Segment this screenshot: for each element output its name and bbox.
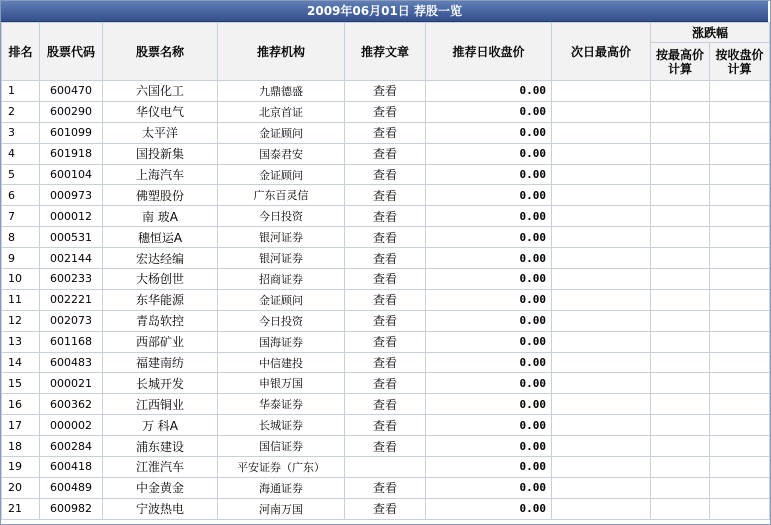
cell-org: 金证顾问 (218, 122, 345, 143)
cell-close: 0.00 (426, 227, 552, 248)
col-header-change: 涨跌幅 (651, 23, 770, 43)
cell-close: 0.00 (426, 498, 552, 519)
table-row (2, 415, 770, 436)
cell-close: 0.00 (426, 373, 552, 394)
cell-rank: 5 (2, 164, 40, 185)
cell-org: 金证顾问 (218, 289, 345, 310)
cell-rank: 1 (2, 81, 40, 102)
cell-by-high (651, 415, 710, 436)
cell-by-high (651, 122, 710, 143)
cell-by-high (651, 185, 710, 206)
cell-by-close (710, 164, 770, 185)
cell-next-high (552, 101, 651, 122)
cell-org: 中信建投 (218, 352, 345, 373)
cell-close: 0.00 (426, 289, 552, 310)
table-row (2, 143, 770, 164)
cell-rank: 20 (2, 477, 40, 498)
article-link[interactable]: 查看 (372, 147, 397, 162)
cell-article (345, 394, 426, 415)
cell-by-high (651, 289, 710, 310)
table-row (2, 436, 770, 457)
cell-name: 宏达经编 (103, 248, 218, 269)
cell-rank: 19 (2, 457, 40, 478)
cell-rank: 11 (2, 289, 40, 310)
cell-rank: 9 (2, 248, 40, 269)
table-row (2, 227, 770, 248)
cell-next-high (552, 185, 651, 206)
table-row (2, 331, 770, 352)
cell-name: 东华能源 (103, 289, 218, 310)
cell-by-high (651, 436, 710, 457)
cell-by-close (710, 457, 770, 478)
cell-org: 国海证券 (218, 331, 345, 352)
cell-close: 0.00 (426, 269, 552, 290)
table-row (2, 122, 770, 143)
cell-close: 0.00 (426, 206, 552, 227)
table-row (2, 457, 770, 478)
cell-by-close (710, 415, 770, 436)
cell-next-high (552, 122, 651, 143)
cell-code: 000012 (40, 206, 103, 227)
table-row (2, 269, 770, 290)
cell-by-close (710, 477, 770, 498)
cell-article (345, 310, 426, 331)
cell-name: 华仪电气 (103, 101, 218, 122)
cell-rank: 6 (2, 185, 40, 206)
cell-by-close (710, 373, 770, 394)
cell-by-high (651, 101, 710, 122)
cell-code: 002144 (40, 248, 103, 269)
cell-name: 江淮汽车 (103, 457, 218, 478)
cell-by-close (710, 331, 770, 352)
cell-org: 银河证券 (218, 248, 345, 269)
recommendation-table (1, 22, 770, 520)
cell-article (345, 415, 426, 436)
cell-code: 600233 (40, 269, 103, 290)
cell-article (345, 143, 426, 164)
cell-article (345, 289, 426, 310)
cell-code: 600362 (40, 394, 103, 415)
cell-rank: 15 (2, 373, 40, 394)
cell-code: 000002 (40, 415, 103, 436)
cell-by-high (651, 394, 710, 415)
article-link[interactable]: 查看 (372, 502, 397, 517)
cell-code: 600489 (40, 477, 103, 498)
cell-name: 穗恒运A (103, 227, 218, 248)
cell-article (345, 164, 426, 185)
cell-article (345, 185, 426, 206)
cell-name: 六国化工 (103, 81, 218, 102)
cell-article (345, 248, 426, 269)
cell-next-high (552, 206, 651, 227)
article-link[interactable]: 查看 (372, 439, 397, 454)
cell-org: 广东百灵信 (218, 185, 345, 206)
cell-code: 600104 (40, 164, 103, 185)
cell-org: 国泰君安 (218, 143, 345, 164)
cell-close: 0.00 (426, 122, 552, 143)
cell-name: 大杨创世 (103, 269, 218, 290)
cell-name: 佛塑股份 (103, 185, 218, 206)
cell-name: 浦东建设 (103, 436, 218, 457)
cell-next-high (552, 415, 651, 436)
cell-name: 国投新集 (103, 143, 218, 164)
cell-org: 招商证券 (218, 269, 345, 290)
cell-close: 0.00 (426, 101, 552, 122)
cell-next-high (552, 352, 651, 373)
cell-code: 000973 (40, 185, 103, 206)
cell-name: 南 玻A (103, 206, 218, 227)
table-row (2, 101, 770, 122)
cell-close: 0.00 (426, 477, 552, 498)
table-row (2, 81, 770, 102)
cell-by-close (710, 101, 770, 122)
cell-article (345, 269, 426, 290)
article-link[interactable]: 查看 (372, 168, 397, 182)
cell-name: 江西铜业 (103, 394, 218, 415)
cell-by-close (710, 143, 770, 164)
article-link[interactable]: 查看 (372, 293, 397, 308)
cell-next-high (552, 457, 651, 478)
cell-org: 北京首证 (218, 101, 345, 122)
article-link[interactable]: 查看 (372, 376, 397, 391)
cell-by-high (651, 457, 710, 478)
article-link[interactable]: 查看 (372, 105, 397, 120)
cell-rank: 3 (2, 122, 40, 143)
article-link[interactable]: 查看 (372, 356, 397, 371)
cell-name: 宁波热电 (103, 498, 218, 519)
cell-rank: 14 (2, 352, 40, 373)
cell-name: 西部矿业 (103, 331, 218, 352)
cell-rank: 10 (2, 269, 40, 290)
cell-code: 600483 (40, 352, 103, 373)
col-header-by-high: 按最高价计算 (651, 43, 710, 81)
cell-article (345, 101, 426, 122)
cell-article (345, 81, 426, 102)
article-link[interactable]: 查看 (372, 397, 397, 412)
cell-by-high (651, 227, 710, 248)
cell-by-close (710, 248, 770, 269)
cell-by-close (710, 310, 770, 331)
col-header-article: 推荐文章 (345, 23, 426, 81)
cell-name: 青岛软控 (103, 310, 218, 331)
cell-next-high (552, 331, 651, 352)
cell-name: 福建南纺 (103, 352, 218, 373)
article-link[interactable]: 查看 (372, 126, 397, 141)
page-title: 2009年06月01日 荐股一览 (1, 1, 768, 22)
table-row (2, 498, 770, 519)
cell-close: 0.00 (426, 394, 552, 415)
cell-next-high (552, 269, 651, 290)
cell-by-close (710, 436, 770, 457)
cell-rank: 18 (2, 436, 40, 457)
cell-code: 601918 (40, 143, 103, 164)
col-header-by-close: 按收盘价计算 (710, 43, 770, 81)
cell-close: 0.00 (426, 81, 552, 102)
cell-article (345, 122, 426, 143)
article-link[interactable]: 查看 (372, 188, 397, 203)
cell-next-high (552, 394, 651, 415)
cell-next-high (552, 436, 651, 457)
cell-name: 太平洋 (103, 122, 218, 143)
cell-article (345, 477, 426, 498)
cell-org: 银河证券 (218, 227, 345, 248)
table-row (2, 477, 770, 498)
cell-by-high (651, 310, 710, 331)
cell-name: 中金黄金 (103, 477, 218, 498)
cell-next-high (552, 310, 651, 331)
cell-rank: 4 (2, 143, 40, 164)
cell-by-high (651, 164, 710, 185)
cell-rank: 8 (2, 227, 40, 248)
article-link[interactable]: 查看 (372, 209, 397, 224)
cell-org: 长城证券 (218, 415, 345, 436)
cell-article (345, 373, 426, 394)
cell-next-high (552, 248, 651, 269)
cell-org: 海通证券 (218, 477, 345, 498)
cell-article (345, 331, 426, 352)
col-header-org: 推荐机构 (218, 23, 345, 81)
cell-by-close (710, 81, 770, 102)
cell-article (345, 498, 426, 519)
article-link[interactable]: 查看 (372, 230, 397, 245)
table-row (2, 185, 770, 206)
cell-by-close (710, 206, 770, 227)
cell-org: 河南万国 (218, 498, 345, 519)
article-link[interactable]: 查看 (372, 314, 397, 329)
cell-by-close (710, 185, 770, 206)
cell-close: 0.00 (426, 185, 552, 206)
cell-close: 0.00 (426, 436, 552, 457)
cell-org: 申银万国 (218, 373, 345, 394)
cell-close: 0.00 (426, 310, 552, 331)
cell-article (345, 436, 426, 457)
cell-by-close (710, 498, 770, 519)
cell-org: 今日投资 (218, 206, 345, 227)
cell-name: 上海汽车 (103, 164, 218, 185)
cell-by-close (710, 289, 770, 310)
cell-by-high (651, 477, 710, 498)
col-header-close: 推荐日收盘价 (426, 23, 552, 81)
article-link[interactable]: 查看 (372, 272, 397, 287)
cell-org: 九鼎德盛 (218, 81, 345, 102)
table-row (2, 352, 770, 373)
cell-rank: 17 (2, 415, 40, 436)
table-row (2, 248, 770, 269)
cell-next-high (552, 289, 651, 310)
cell-code: 601099 (40, 122, 103, 143)
cell-code: 002221 (40, 289, 103, 310)
cell-by-high (651, 81, 710, 102)
cell-code: 600982 (40, 498, 103, 519)
col-header-next-high: 次日最高价 (552, 23, 651, 81)
cell-name: 长城开发 (103, 373, 218, 394)
cell-by-high (651, 331, 710, 352)
cell-next-high (552, 498, 651, 519)
cell-org: 金证顾问 (218, 164, 345, 185)
cell-code: 000531 (40, 227, 103, 248)
cell-by-high (651, 206, 710, 227)
cell-article (345, 457, 426, 478)
cell-article (345, 206, 426, 227)
cell-code: 600418 (40, 457, 103, 478)
cell-close: 0.00 (426, 415, 552, 436)
cell-rank: 2 (2, 101, 40, 122)
cell-rank: 21 (2, 498, 40, 519)
cell-code: 601168 (40, 331, 103, 352)
cell-org: 今日投资 (218, 310, 345, 331)
cell-code: 600284 (40, 436, 103, 457)
table-row (2, 164, 770, 185)
cell-org: 国信证券 (218, 436, 345, 457)
cell-rank: 12 (2, 310, 40, 331)
cell-by-high (651, 143, 710, 164)
article-link[interactable]: 查看 (372, 251, 397, 266)
cell-article (345, 352, 426, 373)
cell-by-high (651, 248, 710, 269)
cell-rank: 13 (2, 331, 40, 352)
table-row (2, 310, 770, 331)
cell-next-high (552, 373, 651, 394)
cell-next-high (552, 477, 651, 498)
cell-next-high (552, 227, 651, 248)
article-link[interactable]: 查看 (372, 84, 397, 99)
col-header-rank: 排名 (2, 23, 40, 81)
cell-by-high (651, 373, 710, 394)
cell-by-close (710, 352, 770, 373)
cell-by-close (710, 227, 770, 248)
cell-by-close (710, 122, 770, 143)
cell-rank: 16 (2, 394, 40, 415)
cell-article (345, 227, 426, 248)
cell-close: 0.00 (426, 331, 552, 352)
cell-name: 万 科A (103, 415, 218, 436)
table-row (2, 289, 770, 310)
table-row (2, 394, 770, 415)
cell-org: 平安证券（广东） (218, 457, 345, 478)
cell-rank: 7 (2, 206, 40, 227)
cell-code: 600290 (40, 101, 103, 122)
cell-close: 0.00 (426, 248, 552, 269)
cell-code: 002073 (40, 310, 103, 331)
cell-next-high (552, 81, 651, 102)
article-link[interactable]: 查看 (372, 481, 397, 496)
cell-by-high (651, 352, 710, 373)
cell-by-close (710, 269, 770, 290)
cell-org: 华泰证券 (218, 394, 345, 415)
table-row (2, 373, 770, 394)
cell-close: 0.00 (426, 164, 552, 185)
cell-close: 0.00 (426, 457, 552, 478)
article-link[interactable]: 查看 (372, 335, 397, 350)
cell-next-high (552, 164, 651, 185)
col-header-name: 股票名称 (103, 23, 218, 81)
cell-by-close (710, 394, 770, 415)
cell-code: 600470 (40, 81, 103, 102)
table-row (2, 206, 770, 227)
cell-by-high (651, 269, 710, 290)
cell-close: 0.00 (426, 143, 552, 164)
cell-code: 000021 (40, 373, 103, 394)
cell-next-high (552, 143, 651, 164)
article-link[interactable]: 查看 (372, 418, 397, 433)
cell-close: 0.00 (426, 352, 552, 373)
cell-by-high (651, 498, 710, 519)
col-header-code: 股票代码 (40, 23, 103, 81)
